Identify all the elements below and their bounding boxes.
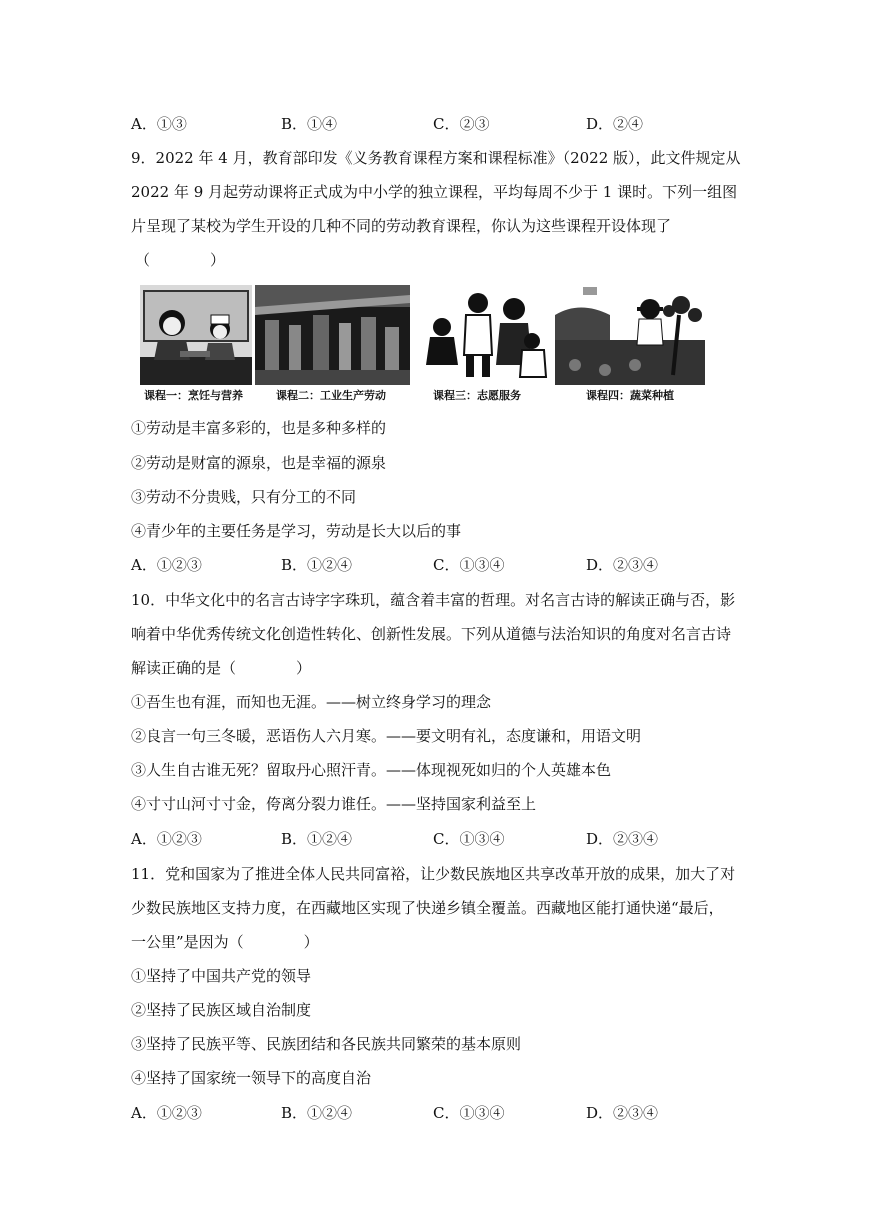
q11-option-a: A．①②③ <box>131 1104 202 1122</box>
q11-statement-1: ①坚持了中国共产党的领导 <box>131 967 312 985</box>
q9-option-b: B．①②④ <box>281 556 353 574</box>
q9-option-d: D．②③④ <box>586 556 659 574</box>
factory-illustration <box>255 285 410 385</box>
q9-statement-4: ④青少年的主要任务是学习，劳动是长大以后的事 <box>131 522 462 540</box>
q11-statement-3: ③坚持了民族平等、民族团结和各民族共同繁荣的基本原则 <box>131 1035 522 1053</box>
q10-option-a: A．①②③ <box>131 830 202 848</box>
q11-stem-line-2: 少数民族地区支持力度，在西藏地区实现了快递乡镇全覆盖。西藏地区能打通快递“最后， <box>131 899 724 917</box>
q9-stem-line-3: 片呈现了某校为学生开设的几种不同的劳动教育课程，你认为这些课程开设体现了 <box>131 217 672 235</box>
q8-option-c: C．②③ <box>433 115 490 133</box>
q9-stem-line-2: 2022 年 9 月起劳动课将正式成为中小学的独立课程，平均每周不少于 1 课时。下列一组图 <box>131 183 738 201</box>
q11-stem-line-1: 11．党和国家为了推进全体人民共同富裕，让少数民族地区共享改革开放的成果，加大了对 <box>131 865 736 883</box>
volunteer-illustration <box>422 285 550 385</box>
q10-option-c: C．①③④ <box>433 830 505 848</box>
q10-statement-1: ①吾生也有涯，而知也无涯。——树立终身学习的理念 <box>131 693 492 711</box>
caption-course-4: 课程四：蔬菜种植 <box>586 389 674 402</box>
q10-option-d: D．②③④ <box>586 830 659 848</box>
q8-option-d: D．②④ <box>586 115 644 133</box>
q11-option-c: C．①③④ <box>433 1104 505 1122</box>
q9-statement-2: ②劳动是财富的源泉，也是幸福的源泉 <box>131 454 387 472</box>
caption-course-2: 课程二：工业生产劳动 <box>276 389 386 402</box>
q11-options <box>131 1103 691 1123</box>
q8-options <box>131 114 691 134</box>
q11-option-d: D．②③④ <box>586 1104 659 1122</box>
q9-answer-blank: （ ） <box>135 251 226 269</box>
caption-course-3: 课程三：志愿服务 <box>433 389 521 402</box>
cooking-illustration <box>140 285 252 385</box>
q9-statement-1: ①劳动是丰富多彩的，也是多种多样的 <box>131 419 387 437</box>
q9-option-a: A．①②③ <box>131 556 202 574</box>
planting-illustration <box>555 285 705 385</box>
q11-option-b: B．①②④ <box>281 1104 353 1122</box>
q11-statement-2: ②坚持了民族区域自治制度 <box>131 1001 312 1019</box>
q10-stem-line-2: 响着中华优秀传统文化创造性转化、创新性发展。下列从道德与法治知识的角度对名言古诗 <box>131 625 732 643</box>
q9-stem-line-1: 9．2022 年 4 月，教育部印发《义务教育课程方案和课程标准》（2022 版），此文件规定从 <box>131 149 741 167</box>
q10-statement-3: ③人生自古谁无死？留取丹心照汗青。——体现视死如归的个人英雄本色 <box>131 761 612 779</box>
q9-figure <box>140 285 705 405</box>
q10-statement-4: ④寸寸山河寸寸金，侉离分裂力谁任。——坚持国家利益至上 <box>131 795 537 813</box>
q10-stem-line-1: 10．中华文化中的名言古诗字字珠玑，蕴含着丰富的哲理。对名言古诗的解读正确与否，影 <box>131 591 736 609</box>
q10-stem-line-3: 解读正确的是（ ） <box>131 659 312 677</box>
q11-statement-4: ④坚持了国家统一领导下的高度自治 <box>131 1069 372 1087</box>
q9-statement-3: ③劳动不分贵贱，只有分工的不同 <box>131 488 357 506</box>
q10-option-b: B．①②④ <box>281 830 353 848</box>
q11-stem-line-3: 一公里”是因为（ ） <box>131 933 319 951</box>
caption-course-1: 课程一：烹饪与营养 <box>144 389 243 402</box>
q9-option-c: C．①③④ <box>433 556 505 574</box>
q10-statement-2: ②良言一句三冬暖，恶语伤人六月寒。——要文明有礼，态度谦和，用语文明 <box>131 727 642 745</box>
q10-options <box>131 829 691 849</box>
q8-option-a: A．①③ <box>131 115 187 133</box>
q8-option-b: B．①④ <box>281 115 338 133</box>
q9-options <box>131 555 691 575</box>
